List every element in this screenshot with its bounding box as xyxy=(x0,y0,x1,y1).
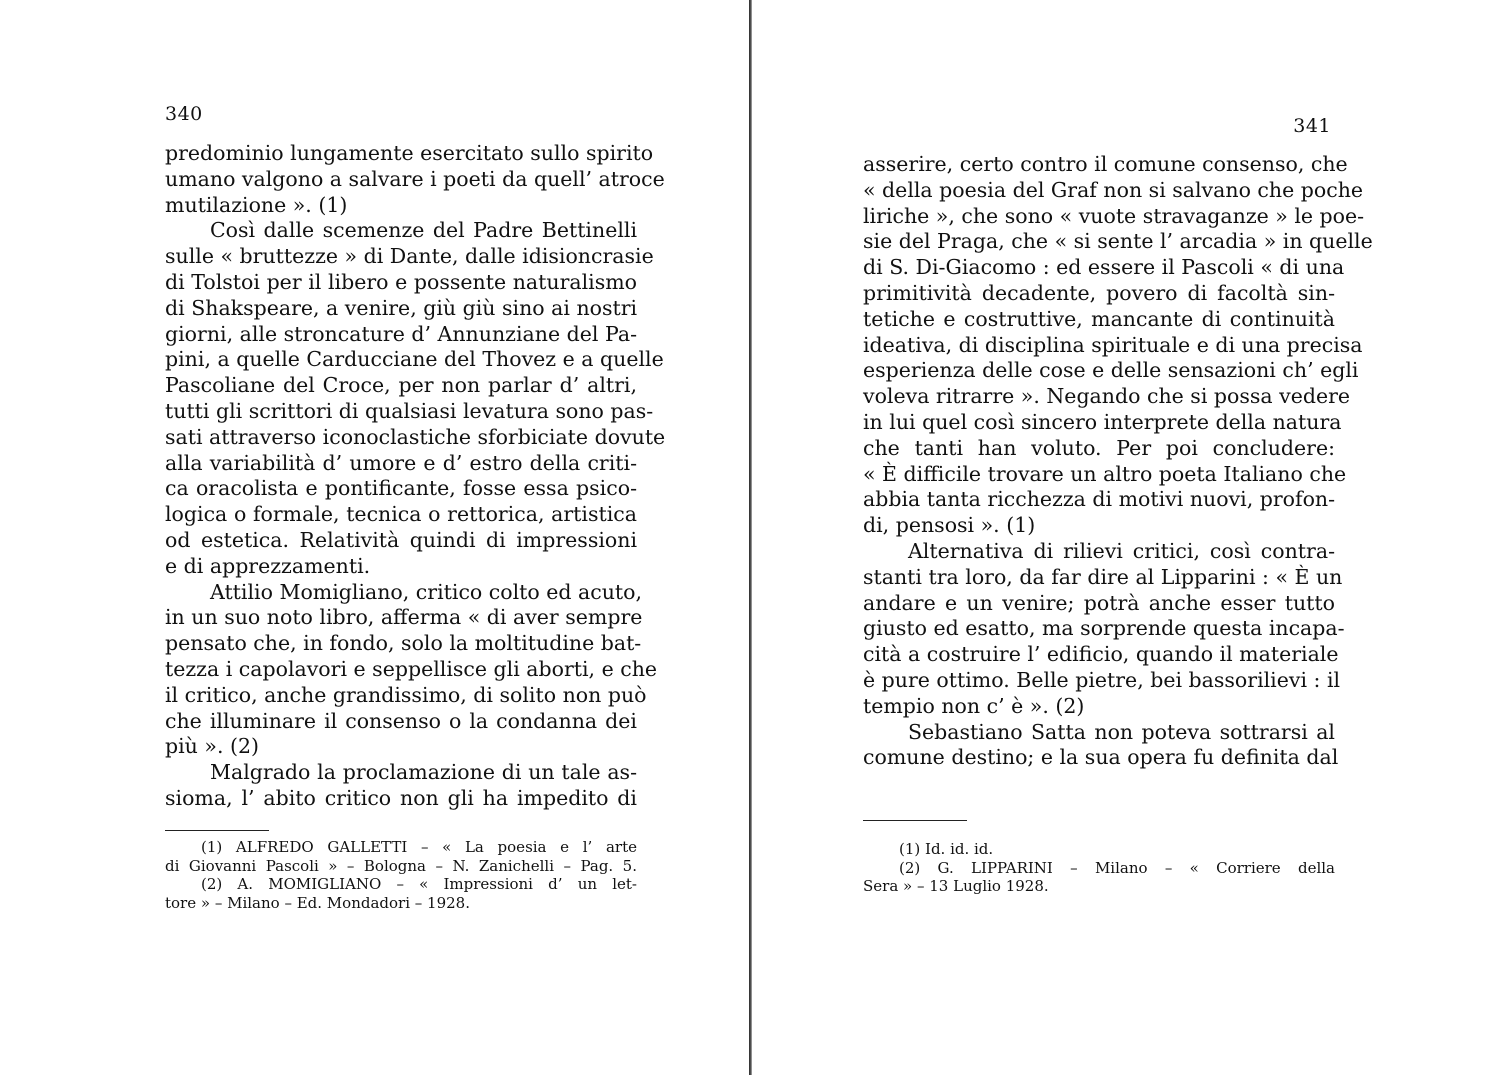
book-gutter xyxy=(749,0,752,1075)
left-page xyxy=(165,0,666,1075)
text-line: è pure ottimo. Belle pietre, bei bassorilievi : il xyxy=(863,667,1341,692)
text-line: in lui quel così sincero interprete della natura xyxy=(863,409,1342,434)
text-line: comune destino; e la sua opera fu definita dal xyxy=(863,745,1339,770)
footnotes xyxy=(863,840,1335,896)
text-line: di, pensosi ». (1) xyxy=(863,513,1036,538)
text-line: ca oracolista e pontificante, fosse essa psico- xyxy=(165,476,637,501)
text-line: che illuminare il consenso o la condanna dei xyxy=(165,708,637,733)
footnote-line: Sera » – 13 Luglio 1928. xyxy=(863,877,1049,895)
text-line: tezza i capolavori e seppellisce gli aborti, e che xyxy=(165,656,658,681)
text-line: sioma, l’ abito critico non gli ha impedito di xyxy=(165,785,637,810)
text-line: alla variabilità d’ umore e d’ estro della criti- xyxy=(165,450,637,475)
text-line: Pascoliane del Croce, per non parlar d’ altri, xyxy=(165,373,637,398)
footnote-line: di Giovanni Pascoli » – Bologna – N. Zanichelli – Pag. 5. xyxy=(165,856,637,875)
text-line: mutilazione ». (1) xyxy=(165,192,348,217)
text-line: tutti gli scrittori di qualsiasi levatura sono pas- xyxy=(165,398,654,423)
footnote-line: (1) ALFREDO GALLETTI – « La poesia e l’ arte xyxy=(201,838,637,856)
footnote-line: tore » – Milano – Ed. Mondadori – 1928. xyxy=(165,893,470,912)
footnote-rule xyxy=(863,820,967,821)
text-line: il critico, anche grandissimo, di solito non può xyxy=(165,682,647,707)
text-line: umano valgono a salvare i poeti da quell’ atroce xyxy=(165,166,665,191)
text-line: abbia tanta ricchezza di motivi nuovi, profon- xyxy=(863,487,1336,512)
text-line: cità a costruire l’ edificio, quando il materiale xyxy=(863,642,1339,667)
text-line: Così dalle scemenze del Padre Bettinelli xyxy=(210,218,637,243)
text-line: « È difficile trovare un altro poeta Italiano che xyxy=(863,461,1347,486)
body-text xyxy=(863,152,1373,771)
text-line: Attilio Momigliano, critico colto ed acuto, xyxy=(210,579,643,604)
text-line: stanti tra loro, da far dire al Lipparini : « È un xyxy=(863,564,1343,589)
text-line: di S. Di-Giacomo : ed essere il Pascoli « di una xyxy=(863,255,1345,280)
text-line: tempio non c’ è ». (2) xyxy=(863,693,1085,718)
text-line: liriche », che sono « vuote stravaganze » le poe- xyxy=(863,203,1365,228)
text-line: Alternativa di rilievi critici, così contra- xyxy=(908,538,1335,563)
text-line: sati attraverso iconoclastiche sforbiciate dovute xyxy=(165,424,666,449)
text-line: od estetica. Relatività quindi di impressioni xyxy=(165,527,637,552)
text-line: giusto ed esatto, ma sorprende questa incapa- xyxy=(863,616,1345,641)
text-line: giorni, alle stroncature d’ Annunziane del Pa- xyxy=(165,321,637,346)
text-line: che tanti han voluto. Per poi concludere: xyxy=(863,435,1335,460)
text-line: « della poesia del Graf non si salvano che poche xyxy=(863,177,1364,202)
text-line: pini, a quelle Carducciane del Thovez e a quelle xyxy=(165,347,664,372)
text-line: predominio lungamente esercitato sullo spirito xyxy=(165,141,654,165)
text-line: sulle « bruttezze » di Dante, dalle idisioncrasie xyxy=(165,244,654,269)
page-number: 341 xyxy=(1293,115,1331,137)
text-line: tetiche e costruttive, mancante di continuità xyxy=(863,306,1335,331)
text-line: in un suo noto libro, afferma « di aver sempre xyxy=(165,605,643,630)
text-line: pensato che, in fondo, solo la moltitudine bat- xyxy=(165,631,642,656)
text-line: e di apprezzamenti. xyxy=(165,553,371,578)
text-line: sie del Praga, che « si sente l’ arcadia » in quelle xyxy=(863,229,1373,254)
footnote-line: (2) G. LIPPARINI – Milano – « Corriere della xyxy=(899,858,1335,877)
text-line: voleva ritrarre ». Negando che si possa vedere xyxy=(863,384,1351,409)
text-line: Malgrado la proclamazione di un tale as- xyxy=(210,760,637,785)
text-line: ideativa, di disciplina spirituale e di una precisa xyxy=(863,332,1363,357)
text-line: andare e un venire; potrà anche esser tutto xyxy=(863,590,1335,615)
text-line: esperienza delle cose e delle sensazioni ch’ egli xyxy=(863,358,1359,383)
right-page xyxy=(863,0,1373,1075)
text-line: logica o formale, tecnica o rettorica, artistica xyxy=(165,502,637,527)
footnotes xyxy=(165,838,637,912)
page-number: 340 xyxy=(165,103,203,125)
text-line: primitività decadente, povero di facoltà sin- xyxy=(863,280,1335,305)
text-line: asserire, certo contro il comune consenso, che xyxy=(863,152,1348,176)
body-text xyxy=(165,141,666,812)
text-line: più ». (2) xyxy=(165,734,260,759)
text-line: Sebastiano Satta non poteva sottrarsi al xyxy=(908,719,1335,744)
text-line: di Tolstoi per il libero e possente naturalismo xyxy=(165,269,637,294)
text-line: di Shakspeare, a venire, giù giù sino ai nostri xyxy=(165,295,638,320)
footnote-line: (2) A. MOMIGLIANO – « Impressioni d’ un let- xyxy=(201,875,637,893)
footnote-line: (1) Id. id. id. xyxy=(899,840,994,858)
footnote-rule xyxy=(165,830,269,831)
